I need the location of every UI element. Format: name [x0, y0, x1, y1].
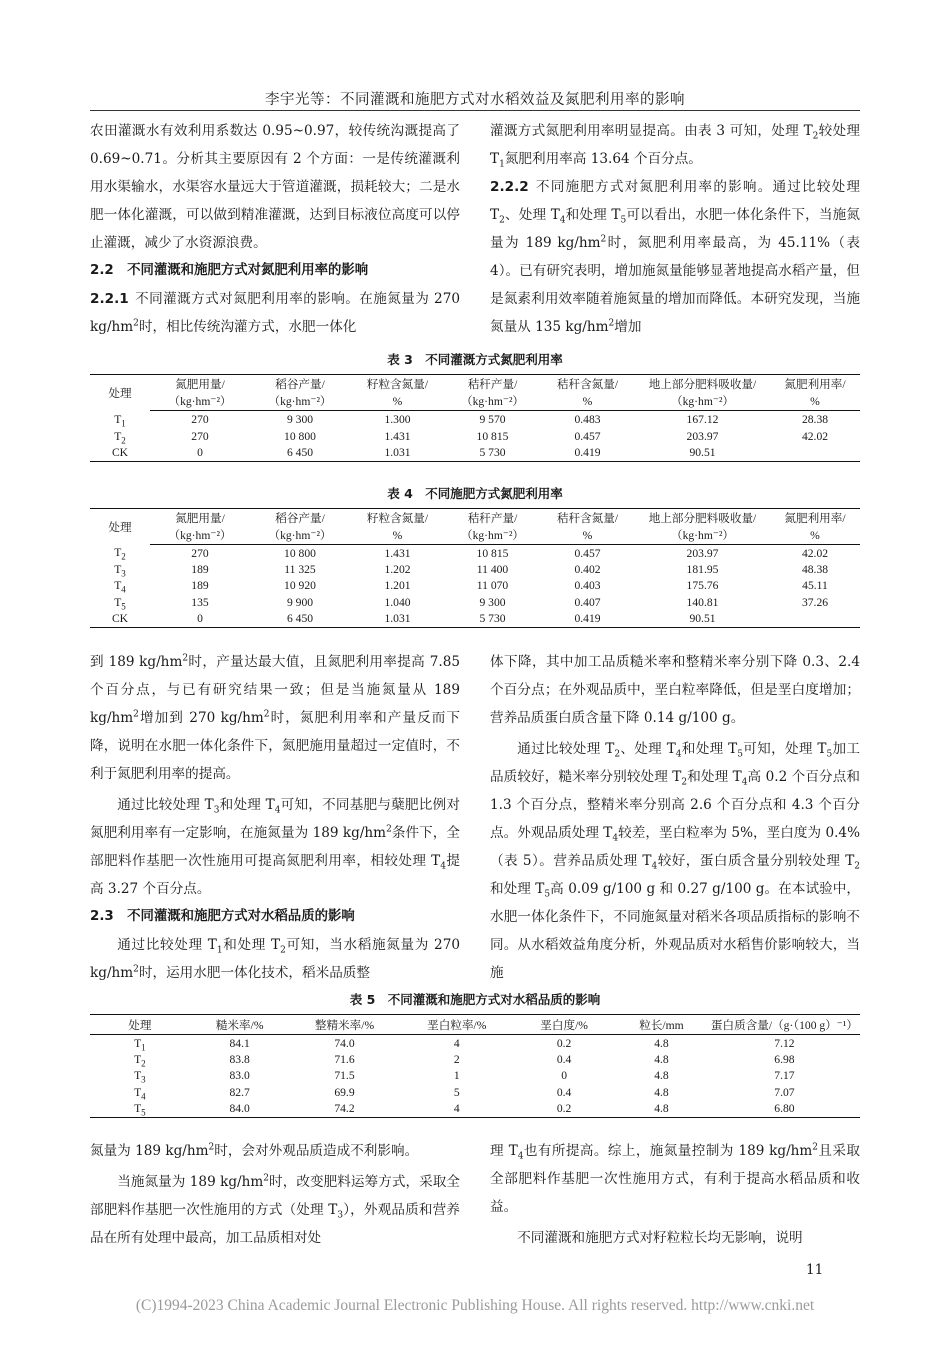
- table-row: [90, 445, 860, 462]
- table-4-header-cell: %: [770, 527, 860, 545]
- table-cell: 140.81: [686, 595, 719, 609]
- table-cell: 135: [191, 595, 209, 609]
- table-4-header-cell: （kg·hm⁻²）: [150, 527, 250, 545]
- table-3-header-cell: 籽粒含氮量/: [350, 375, 445, 393]
- table-cell: $T_2$: [114, 546, 126, 562]
- table-cell: 7.07: [774, 1085, 795, 1099]
- paragraph-base-tiller-ratio: [90, 791, 460, 903]
- section-2-3-heading: 2.3 不同灌溉和施肥方式对水稻品质的影响: [90, 909, 355, 924]
- paragraph-yield-max: [90, 648, 460, 788]
- table-cell: 11 400: [476, 562, 509, 576]
- section-2-2-2-number: 2.2.2: [490, 179, 529, 195]
- paragraph-fertilizer-management: [90, 1168, 460, 1252]
- table-cell: 0.483: [574, 412, 601, 426]
- table-cell: 0: [150, 611, 250, 628]
- table-5-header-cell: 整精米率/%: [290, 1015, 400, 1035]
- text-run: 当施氮量为 189 kg/hm: [117, 1174, 264, 1190]
- text-run: 时，运用水肥一体化技术，稻米品质整: [138, 965, 370, 981]
- table-cell: 84.1: [229, 1036, 250, 1050]
- table-cell: 1.031: [350, 611, 445, 628]
- table-4-header-cell: 处理: [90, 509, 150, 545]
- text-run: 可知，当水稻施氮量为 270 kg/hm: [90, 937, 461, 981]
- table-4-header-cell: （kg·hm⁻²）: [635, 527, 770, 545]
- table-3: [90, 374, 860, 462]
- subscript: 1: [499, 159, 505, 170]
- bottom-left-column: [90, 1137, 460, 1252]
- subscript: 5: [620, 215, 627, 226]
- text-run: ），外观品质和营养品在所有处理中最高，加工品质相对处: [90, 1202, 461, 1246]
- subscript: 4: [559, 215, 566, 226]
- superscript: 2: [133, 709, 139, 720]
- table-cell: 203.97: [686, 546, 719, 560]
- table-3-header-cell: 秸秆含氮量/: [540, 375, 635, 393]
- subscript: 4: [274, 805, 281, 816]
- table-3-header-cell: （kg·hm⁻²）: [150, 393, 250, 411]
- table-row: [90, 1101, 860, 1118]
- table-cell: 4: [453, 1036, 460, 1050]
- subscript: 4: [517, 1151, 524, 1162]
- table-4: [90, 508, 860, 628]
- section-2-2-1-title: 不同灌溉方式对氮肥利用率的影响。: [134, 291, 360, 307]
- subscript: 2: [614, 749, 621, 760]
- subscript: 2: [812, 131, 819, 142]
- superscript: 2: [812, 1142, 819, 1153]
- table-cell: 42.02: [801, 429, 829, 443]
- table-3-header-cell: 氮肥利用率/: [770, 375, 860, 393]
- text-run: 较差，垩白粒率为 5%，垩白度为 0.4%（表 5）。营养品质处理 T: [490, 825, 860, 869]
- text-run: 且采取全部肥料作基肥一次性施用方式，有利于提高水稻品质和收益。: [490, 1143, 860, 1215]
- table-cell: 0.403: [574, 579, 601, 593]
- page-number: 11: [806, 1262, 824, 1278]
- text-run: 增加: [614, 319, 642, 335]
- text-run: 和处理 T: [687, 769, 742, 785]
- subscript: 5: [826, 749, 833, 760]
- text-run: 和处理 T: [222, 937, 281, 953]
- table-cell: 4.8: [654, 1052, 669, 1066]
- table-4-header-cell: （kg·hm⁻²）: [445, 527, 540, 545]
- table-4-header-cell: %: [350, 527, 445, 545]
- table-row: [90, 594, 860, 611]
- subscript: 4: [651, 861, 658, 872]
- copyright-footer: (C)1994-2023 China Academic Journal Electronic Publishing House. All rights reserved. http://www.cnki.net: [135, 1297, 815, 1314]
- subscript: 3: [213, 805, 220, 816]
- table-3-header-cell: %: [770, 393, 860, 411]
- table-cell: 4.8: [654, 1085, 669, 1099]
- text-run: 可知，不同基肥与蘖肥比例对氮肥利用率有一定影响，在施氮量为 189 kg/hm: [90, 797, 461, 841]
- table-3-header-cell: %: [350, 393, 445, 411]
- table-cell: 0.419: [540, 611, 635, 628]
- table-5-header-cell: 垩白粒率/%: [399, 1015, 514, 1035]
- table-cell: 10 800: [284, 429, 316, 443]
- table-cell: 10 920: [284, 579, 316, 593]
- text-run: 和处理 T: [490, 881, 545, 897]
- text-run: 到 189 kg/hm: [90, 654, 183, 670]
- text-run: 高 0.2 个百分点和 1.3 个百分点，整精米率分别高 2.6 个百分点和 4.3 个百分点。外观品质处理 T: [490, 769, 861, 841]
- table-cell: $T_4$: [134, 1085, 146, 1102]
- table-5-header-cell: 糙米率/%: [190, 1015, 290, 1035]
- text-run: 和处理 T: [681, 741, 738, 757]
- table-cell: 0.402: [574, 562, 601, 576]
- table-cell: 74.0: [334, 1036, 355, 1050]
- section-2-2-1-number: 2.2.1: [90, 291, 129, 307]
- text-run: 较处理 T: [490, 123, 861, 167]
- subscript: 4: [675, 749, 682, 760]
- table-cell: CK: [90, 445, 150, 462]
- table-cell: 82.7: [229, 1085, 250, 1099]
- table-3-header-cell: 地上部分肥料吸收量/: [635, 375, 770, 393]
- table-cell: 69.9: [334, 1085, 355, 1099]
- text-run: 较好，蛋白质含量分别较处理 T: [657, 853, 855, 869]
- table-3-header-cell: 处理: [90, 375, 150, 411]
- text-run: 通过比较处理 T: [517, 741, 615, 757]
- table-5-header-cell: 粒长/mm: [614, 1015, 709, 1035]
- table-cell: 167.12: [686, 412, 719, 426]
- subscript: 2: [681, 777, 688, 788]
- superscript: 2: [182, 653, 189, 664]
- table-5-header-cell: 处理: [90, 1015, 190, 1035]
- table-cell: 9 300: [479, 595, 506, 609]
- table-cell: 5: [453, 1085, 460, 1099]
- table-cell: 9 570: [479, 412, 506, 426]
- paragraph-table3-summary: [490, 117, 860, 173]
- table-row: [90, 545, 860, 562]
- table-cell: 9 300: [286, 412, 314, 426]
- table-3-title: 表 3 不同灌溉方式氮肥利用率: [387, 352, 563, 367]
- table-cell: $T_3$: [114, 562, 126, 579]
- subscript: 4: [741, 777, 748, 788]
- text-run: 时，改变肥料运筹方式，采取全部肥料作基肥一次性施用的方式（处理 T: [90, 1174, 460, 1218]
- table-cell: 83.0: [229, 1069, 250, 1083]
- table-cell: 2: [453, 1052, 460, 1066]
- table-cell: 1: [453, 1069, 460, 1083]
- paragraph-quality-decline: 体下降，其中加工品质糙米率和整精米率分别下降 0.3、2.4 个百分点；在外观品质中，垩白粒率降低，但是垩白度增加；营养品质蛋白质含量下降 0.14 g/100 g。: [490, 654, 860, 726]
- text-run: 时，会对外观品质造成不利影响。: [214, 1143, 419, 1159]
- table-4-header-cell: 秸秆产量/: [445, 509, 540, 527]
- text-run: 通过比较处理 T: [117, 937, 217, 953]
- table-cell: 10 815: [476, 546, 509, 560]
- table-cell: 6.98: [774, 1052, 795, 1066]
- subscript: 2: [280, 945, 286, 956]
- table-cell: $T_1$: [114, 412, 126, 428]
- text-run: 理 T: [490, 1143, 518, 1159]
- middle-right-column: [490, 648, 860, 987]
- table-cell: 1.431: [384, 429, 411, 443]
- table-cell: 1.431: [384, 546, 411, 560]
- table-row: [90, 1051, 860, 1068]
- table-cell: 90.51: [635, 445, 770, 462]
- table-cell: 7.12: [774, 1036, 795, 1050]
- table-cell: $T_5$: [90, 1101, 190, 1118]
- top-right-column: [490, 117, 860, 341]
- table-cell: 83.8: [229, 1052, 250, 1066]
- table-cell: 270: [191, 546, 209, 560]
- table-3-header-cell: %: [540, 393, 635, 411]
- table-cell: CK: [90, 611, 150, 628]
- table-cell: 4.8: [614, 1101, 709, 1118]
- table-row: [90, 611, 860, 628]
- table-cell: 0.4: [556, 1085, 572, 1099]
- superscript: 2: [608, 318, 615, 329]
- text-run: 时，氮肥利用率最高，为 45.11%（表 4）。已有研究表明，增加施氮量能够显著地提高水稻产量，但是氮素利用效率随着施氮量的增加而降低。本研究发现，当施氮量从 135 kg/hm: [490, 235, 860, 335]
- subscript: 5: [737, 749, 743, 760]
- table-cell: 1.031: [350, 445, 445, 462]
- table-cell: $T_3$: [134, 1069, 146, 1085]
- table-cell: 1.040: [384, 595, 411, 609]
- table-cell: 0.419: [540, 445, 635, 462]
- table-4-header-cell: 氮肥利用率/: [770, 509, 860, 527]
- table-cell: 42.02: [801, 546, 829, 560]
- table-cell: 1.300: [384, 412, 411, 426]
- text-run: 在施氮量为 270 kg/hm: [90, 291, 460, 335]
- text-run: 提高 3.27 个百分点。: [90, 853, 461, 897]
- table-cell: 175.76: [686, 579, 719, 593]
- subscript: 1: [216, 945, 223, 956]
- table-cell: 7.17: [774, 1069, 795, 1083]
- table-4-header-cell: （kg·hm⁻²）: [250, 527, 350, 545]
- table-cell: 0: [561, 1069, 568, 1083]
- table-cell: 189: [191, 562, 209, 576]
- subscript: 3: [337, 1210, 344, 1221]
- table-cell: 0.4: [556, 1052, 572, 1066]
- bottom-right-column: [490, 1137, 860, 1252]
- subscript: 4: [612, 833, 619, 844]
- paragraph-quality-compare: [490, 735, 860, 987]
- subscript: 2: [854, 861, 860, 872]
- table-row: [90, 1068, 860, 1085]
- text-run: 可以看出，水肥一体化条件下，当施氮量为 189 kg/hm: [490, 207, 861, 251]
- table-cell: 74.2: [290, 1101, 400, 1118]
- table-cell: 203.97: [686, 429, 719, 443]
- superscript: 2: [386, 824, 392, 835]
- paragraph-appearance-effect: [90, 1137, 460, 1165]
- table-cell: $T_2$: [134, 1052, 146, 1069]
- paragraph-grain-length: 不同灌溉和施肥方式对籽粒粒长均无影响，说明: [517, 1230, 803, 1246]
- table-cell: 10 815: [476, 429, 509, 443]
- superscript: 2: [263, 1173, 269, 1184]
- table-cell: 0.2: [514, 1101, 614, 1118]
- table-cell: 0.457: [574, 429, 601, 443]
- table-cell: 0.457: [574, 546, 601, 560]
- text-run: 条件下，全部肥料作基肥一次性施用可提高氮肥利用率，相较处理 T: [90, 825, 460, 869]
- table-row: [90, 428, 860, 445]
- table-4-header-cell: 地上部分肥料吸收量/: [635, 509, 770, 527]
- text-run: 通过比较处理 T: [117, 797, 214, 813]
- table-cell: [770, 445, 860, 462]
- table-cell: 1.202: [384, 562, 411, 576]
- table-3-header-cell: 氮肥用量/: [150, 375, 250, 393]
- table-cell: $T_4$: [114, 579, 126, 595]
- table-cell: $T_1$: [134, 1036, 146, 1052]
- text-run: 时，相比传统沟灌方式，水肥一体化: [138, 319, 357, 335]
- table-cell: 6 450: [250, 445, 350, 462]
- table-cell: 0: [150, 445, 250, 462]
- table-cell: 9 900: [286, 595, 314, 609]
- text-run: 加工品质较好，糙米率分别较处理 T: [490, 741, 861, 785]
- superscript: 2: [133, 318, 139, 329]
- text-run: 灌溉方式氮肥利用率明显提高。由表 3 可知，处理 T: [490, 123, 813, 139]
- text-run: 时，产量达最大值，且氮肥利用率提高 7.85 个百分点，与已有研究结果一致；但是当施氮量从 189 kg/hm: [90, 654, 460, 726]
- table-cell: 90.51: [635, 611, 770, 628]
- text-run: 可知，处理 T: [742, 741, 827, 757]
- table-cell: 4.8: [654, 1036, 669, 1050]
- table-cell: 6.80: [709, 1101, 860, 1118]
- table-3-header-cell: （kg·hm⁻²）: [635, 393, 770, 411]
- table-cell: 4: [399, 1101, 514, 1118]
- table-3-header-cell: （kg·hm⁻²）: [445, 393, 540, 411]
- text-run: 高 0.09 g/100 g 和 0.27 g/100 g。在本试验中，水肥一体化条件下，不同施氮量对稻米各项品质指标的影响不同。从水稻效益角度分析，外观品质对水稻售价影响较大，当施: [490, 881, 860, 981]
- middle-left-column: [90, 648, 460, 987]
- paragraph-conclusion: [490, 1137, 860, 1221]
- table-cell: $T_2$: [114, 429, 126, 445]
- table-cell: 0.2: [556, 1036, 572, 1050]
- section-2-2-2-paragraph: [490, 173, 860, 341]
- table-3-header-cell: （kg·hm⁻²）: [250, 393, 350, 411]
- text-run: 和处理 T: [219, 797, 275, 813]
- table-4-header-cell: %: [540, 527, 635, 545]
- superscript: 2: [133, 964, 139, 975]
- superscript: 2: [600, 234, 607, 245]
- table-4-header-cell: 籽粒含氮量/: [350, 509, 445, 527]
- top-left-column: [90, 117, 460, 341]
- table-cell: 189: [191, 579, 209, 593]
- table-cell: 270: [191, 429, 209, 443]
- table-row: [90, 1035, 860, 1052]
- table-cell: 10 800: [284, 546, 316, 560]
- paragraph-irrigation-coefficient: 农田灌溉水有效利用系数达 0.95~0.97，较传统沟溉提高了 0.69~0.71。分析其主要原因有 2 个方面：一是传统灌溉利用水渠输水，水渠容水量远大于管道灌溉，损耗较大；二是水肥一体化灌溉，可以做到精准灌溉，达到目标液位高度可以停止灌溉，减少了水资源浪费。: [90, 123, 460, 251]
- section-2-2-heading: 2.2 不同灌溉和施肥方式对氮肥利用率的影响: [90, 263, 369, 278]
- superscript: 2: [263, 709, 270, 720]
- text-run: 增加到 270 kg/hm: [138, 710, 264, 726]
- table-5: [90, 1014, 860, 1118]
- text-run: 、处理 T: [620, 741, 676, 757]
- table-4-title: 表 4 不同施肥方式氮肥利用率: [387, 486, 563, 501]
- table-cell: 270: [191, 412, 209, 426]
- running-header: 李宇光等：不同灌溉和施肥方式对水稻效益及氮肥利用率的影响: [265, 92, 685, 108]
- paragraph-quality-t1-t2: [90, 931, 460, 987]
- text-run: 氮量为 189 kg/hm: [90, 1143, 209, 1159]
- table-cell: 37.26: [801, 595, 829, 609]
- table-cell: 0.407: [574, 595, 601, 609]
- table-cell: 71.5: [334, 1069, 355, 1083]
- subscript: 5: [544, 889, 551, 900]
- subscript: 4: [440, 861, 446, 872]
- table-cell: 28.38: [801, 412, 829, 426]
- table-5-header-cell: 垩白度/%: [514, 1015, 614, 1035]
- table-cell: 11 325: [284, 562, 316, 576]
- text-run: 和处理 T: [565, 207, 621, 223]
- section-2-2-1-paragraph: [90, 285, 460, 341]
- superscript: 2: [208, 1142, 215, 1153]
- table-cell: 6 450: [250, 611, 350, 628]
- header-rule: [90, 110, 860, 111]
- table-4-header-cell: 稻谷产量/: [250, 509, 350, 527]
- table-row: [90, 578, 860, 595]
- table-cell: 1.201: [384, 579, 411, 593]
- text-run: 氮肥利用率高 13.64 个百分点。: [504, 151, 702, 167]
- table-cell: 48.38: [801, 562, 829, 576]
- text-run: 通过比较处理 T: [490, 179, 861, 223]
- table-5-header-cell: 蛋白质含量/（g·（100 g）⁻¹）: [709, 1015, 860, 1035]
- table-cell: [770, 611, 860, 628]
- table-4-header-cell: 秸秆含氮量/: [540, 509, 635, 527]
- table-row: [90, 1084, 860, 1101]
- table-cell: 5 730: [445, 611, 540, 628]
- table-3-header-cell: 稻谷产量/: [250, 375, 350, 393]
- section-2-2-2-title: 不同施肥方式对氮肥利用率的影响。: [534, 179, 773, 195]
- table-row: [90, 561, 860, 578]
- table-row: [90, 411, 860, 428]
- text-run: 时，氮肥利用率和产量反而下降，说明在水肥一体化条件下，氮肥施用量超过一定值时，不利于氮肥利用率的提高。: [90, 710, 460, 782]
- subscript: 2: [499, 215, 505, 226]
- table-cell: 181.95: [686, 562, 719, 576]
- table-5-title: 表 5 不同灌溉和施肥方式对水稻品质的影响: [349, 992, 601, 1007]
- table-cell: 5 730: [445, 445, 540, 462]
- table-3-header-cell: 秸秆产量/: [445, 375, 540, 393]
- table-cell: 4.8: [654, 1069, 669, 1083]
- table-cell: $T_5$: [114, 595, 126, 612]
- table-cell: 71.6: [334, 1052, 355, 1066]
- table-4-header-cell: 氮肥用量/: [150, 509, 250, 527]
- text-run: 也有所提高。综上，施氮量控制为 189 kg/hm: [523, 1143, 813, 1159]
- table-cell: 84.0: [190, 1101, 290, 1118]
- table-cell: 11 070: [476, 579, 509, 593]
- text-run: 、处理 T: [504, 207, 560, 223]
- table-cell: 45.11: [802, 579, 828, 593]
